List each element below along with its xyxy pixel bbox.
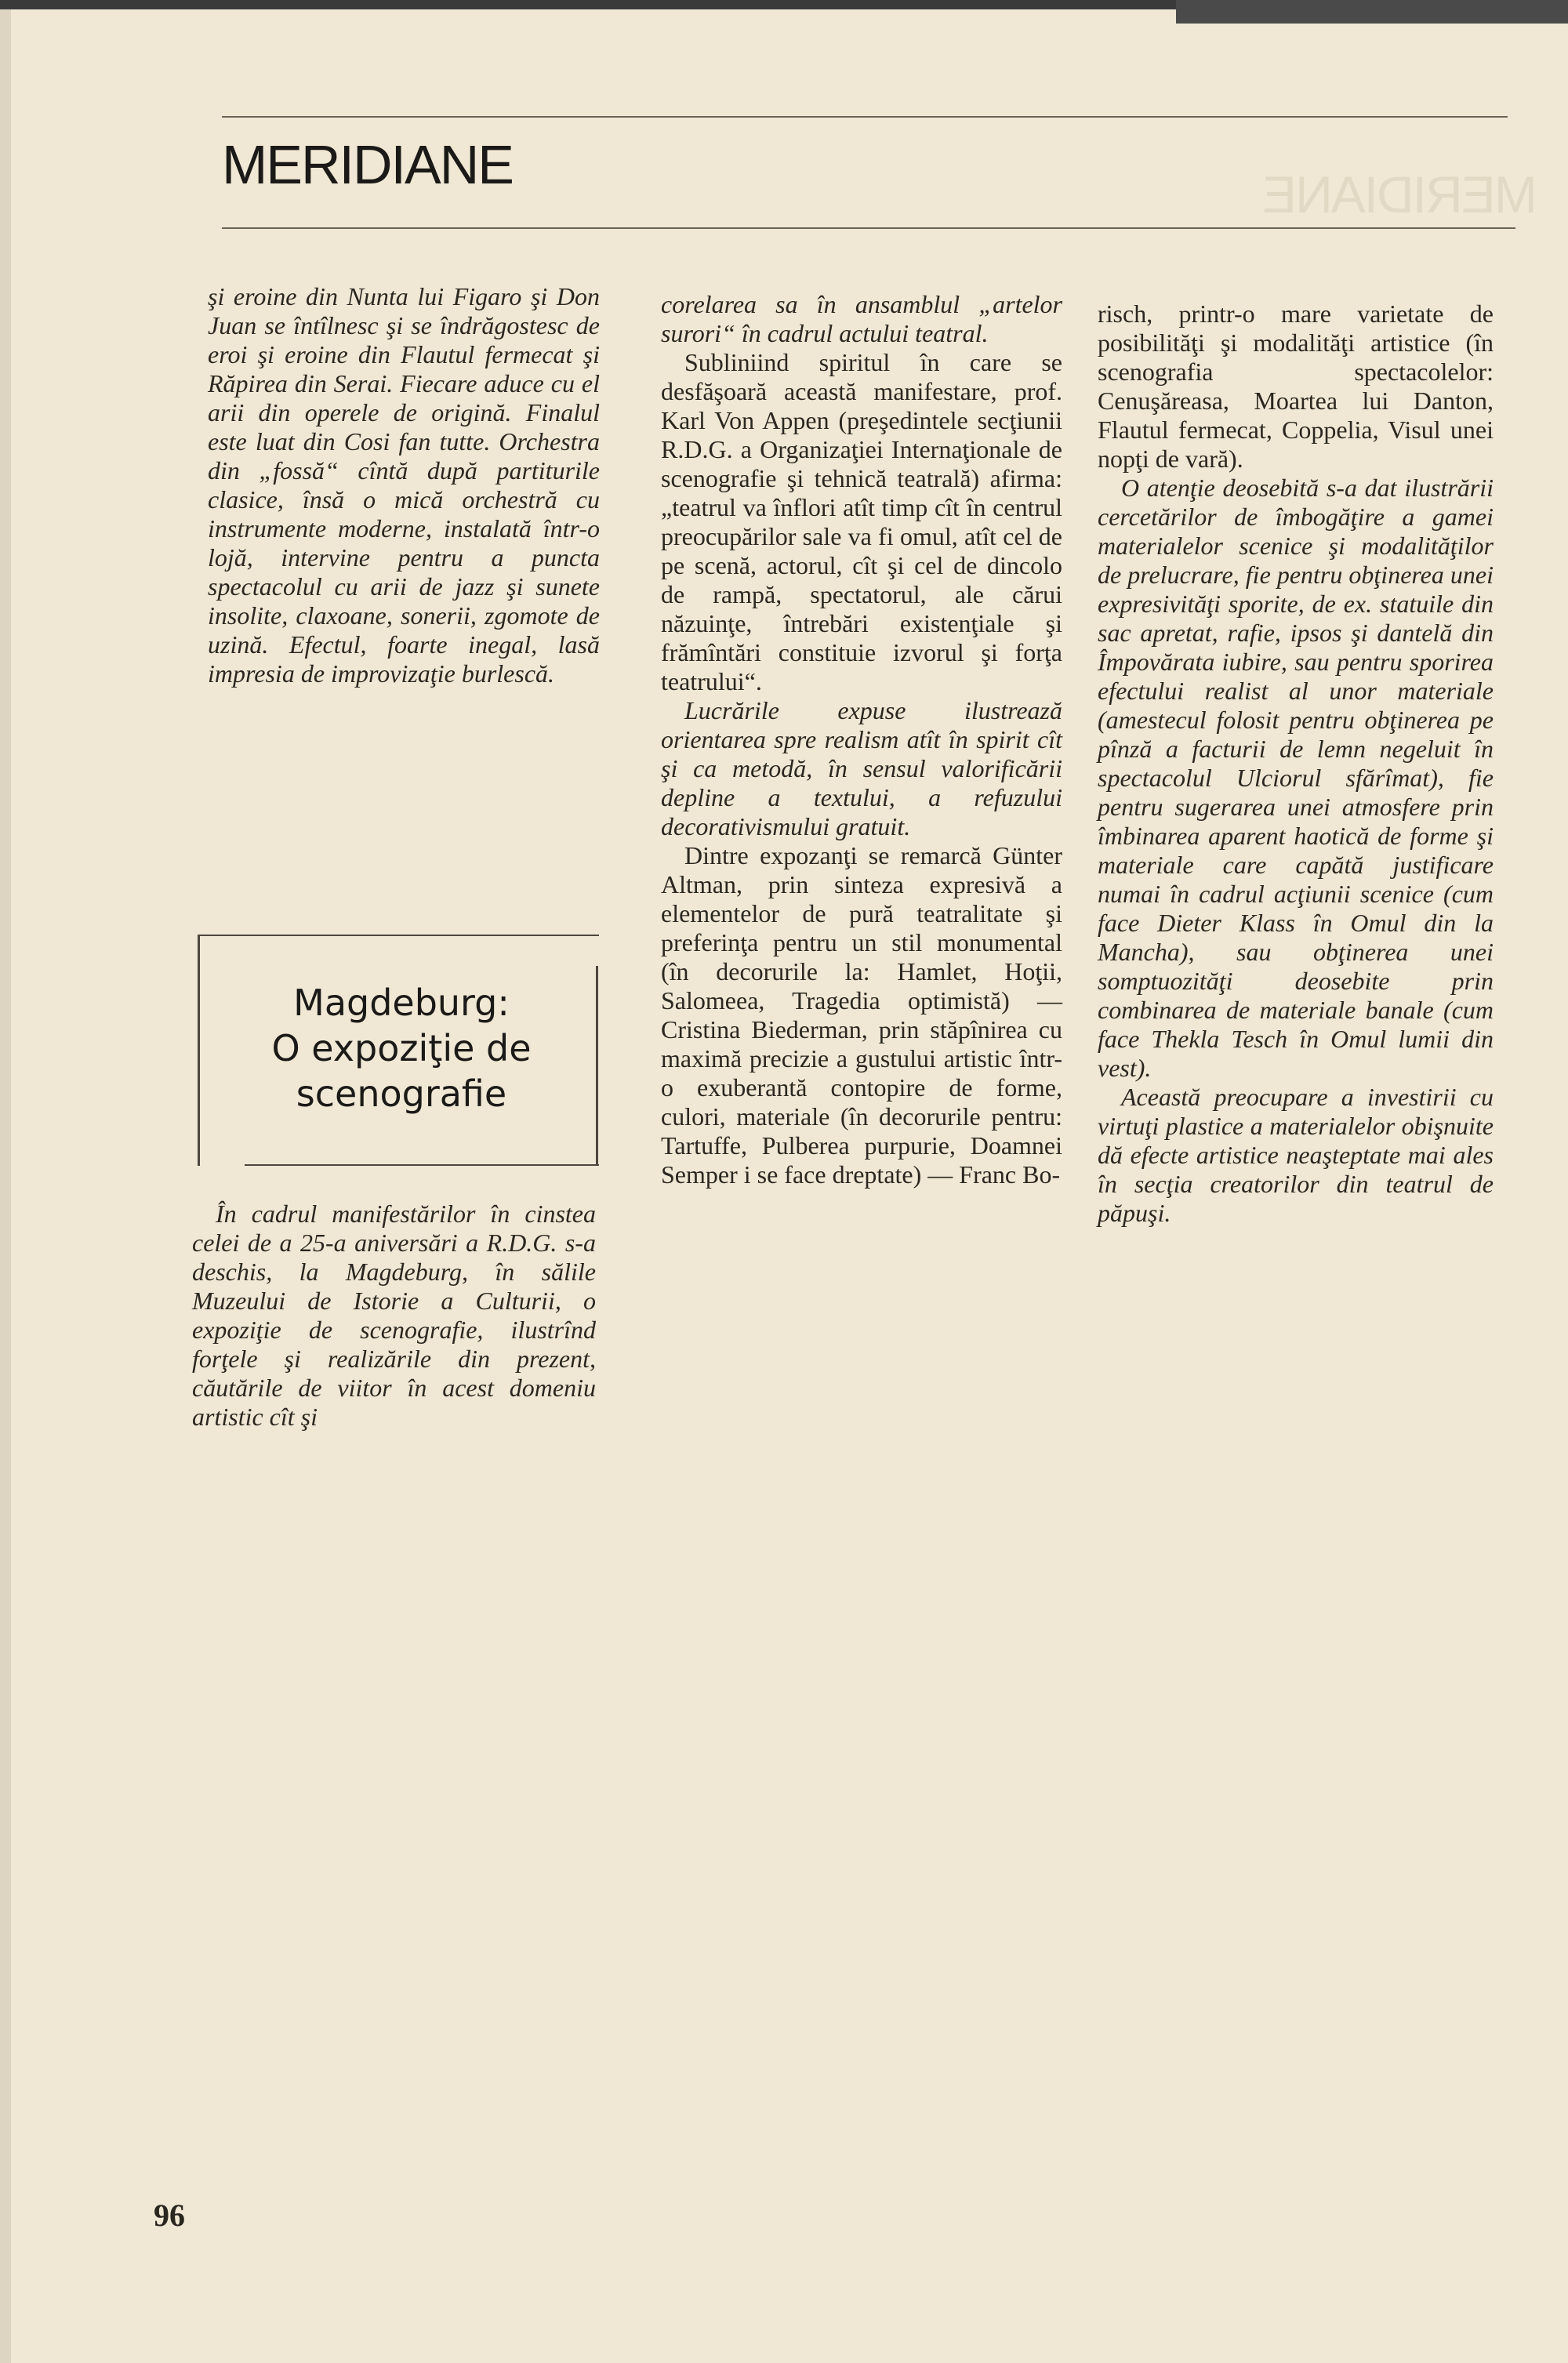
section-title-bleedthrough: MERIDIANE: [1264, 165, 1537, 223]
column-1-paragraph-1: şi eroine din Nunta lui Figaro şi Don Juan se întîlnesc şi se îndrăgostesc de eroi şi eroine din Flautul fermecat şi Răpirea din Serai. Fiecare aduce cu el arii din operele de origină. Finalul este luat din Cosi fan tutte. Orchestra din „fossă“ cîntă după partiturile clasice, însă o mică orchestră cu instrumente moderne, instalată într-o lojă, intervine pentru a puncta spectacolul cu arii de jazz şi sunete insolite, claxoane, sonerii, zgomote de uzină. Efectul, foarte inegal, lasă impresia de improvizaţie burlescă.: [208, 282, 600, 688]
column-3-paragraph-3: Această preocupare a investirii cu virtuţi plastice a materialelor obişnuite dă efecte artistice neaşteptate mai ales în secţia creatorilor din teatrul de păpuşi.: [1098, 1083, 1494, 1227]
column-2-paragraph-3: Lucrările expuse ilustrează orientarea spre realism atît în spirit cît şi ca metodă, în sensul valorificării depline a textului, a refuzului decorativismului gratuit.: [661, 696, 1062, 840]
headline-line-3: scenografie: [296, 1073, 507, 1115]
top-right-edge-shadow: [1176, 0, 1568, 24]
header-top-rule: [222, 116, 1508, 118]
column-1-lower-paragraph-1: În cadrul manifestărilor în cinstea celei de a 25-a aniversări a R.D.G. s-a deschis, la Magdeburg, în sălile Muzeului de Istorie a Culturii, o expoziţie de scenografie, ilustrînd forţele şi realizările din prezent, căutările de viitor în acest domeniu artistic cît şi: [192, 1200, 596, 1431]
column-2-paragraph-1: corelarea sa în ansamblul „artelor surori“ în cadrul actului teatral.: [661, 290, 1062, 347]
column-3-paragraph-1: risch, printr-o mare varietate de posibilităţi şi modalităţi artistice (în scenografia spectacolelor: Cenuşăreasa, Moartea lui Danton, Flautul fermecat, Coppelia, Visul unei nopţi de vară).: [1098, 299, 1494, 473]
column-2-paragraph-2: Subliniind spiritul în care se desfăşoară această manifestare, prof. Karl Von Appen (preşedintele secţiunii R.D.G. a Organizaţiei Internaţionale de scenografie şi tehnică teatrală) afirma: „teatrul va înflori atît timp cît în centrul preocupărilor sale va fi omul, atît cel de pe scenă, actorul, cît şi cel de dincolo de rampă, spectatorul, ale cărui năzuinţe, întrebări existenţiale şi frămîntări constituie izvorul şi forţa teatrului“.: [661, 348, 1062, 695]
headline-line-1: Magdeburg:: [293, 982, 510, 1024]
page-number: 96: [154, 2198, 185, 2233]
headline-box-left-line: [198, 935, 200, 1166]
headline: [205, 980, 597, 1116]
column-2-paragraph-4: Dintre expozanţi se remarcă Günter Altman, prin sinteza expresivă a elementelor de pură teatralitate şi preferinţa pentru un stil monumental (în decorurile la: Hamlet, Hoţii, Salomeea, Tragedia optimistă) — Cristina Biederman, prin stăpînirea cu maximă precizie a gustului artistic într-o exuberantă contopire de forme, culori, materiale (în decorurile pentru: Tartuffe, Pulberea purpurie, Doamnei Semper i se face dreptate) — Franc Bo-: [661, 841, 1062, 1189]
header-bottom-rule: [222, 227, 1515, 229]
column-1-lower: [192, 1200, 596, 1432]
column-1: [208, 282, 600, 688]
headline-line-2: O expoziţie de: [271, 1027, 532, 1069]
column-3-paragraph-2: O atenţie deosebită s-a dat ilustrării cercetărilor de îmbogăţire a gamei materialelor scenice şi modalităţilor de prelucrare, fie pentru obţinerea unei expresivităţi sporite, de ex. statuile din sac apretat, rafie, ipsos şi dantelă din Împovărata iubire, sau pentru sporirea efectului realist al unor materiale (amestecul folosit pentru obţinerea pe pînză a facturii de lemn negeluit în spectacolul Ulciorul sfărîmat), fie pentru sugerarea unei atmosfere prin îmbinarea aparent haotică de forme şi materiale care capătă justificare numai în cadrul acţiunii scenice (cum face Dieter Klass în Omul din la Mancha), sau obţinerea unei somptuozităţi deosebite prin combinarea de materiale banale (cum face Thekla Tesch în Omul lumii din vest).: [1098, 474, 1494, 1082]
page-left-edge: [0, 9, 11, 2363]
column-2: [661, 290, 1062, 1189]
headline-box-bottom-line: [245, 1164, 599, 1166]
headline-box-top-line: [198, 935, 599, 936]
column-3: [1098, 299, 1494, 1228]
section-title: MERIDIANE: [222, 134, 513, 195]
